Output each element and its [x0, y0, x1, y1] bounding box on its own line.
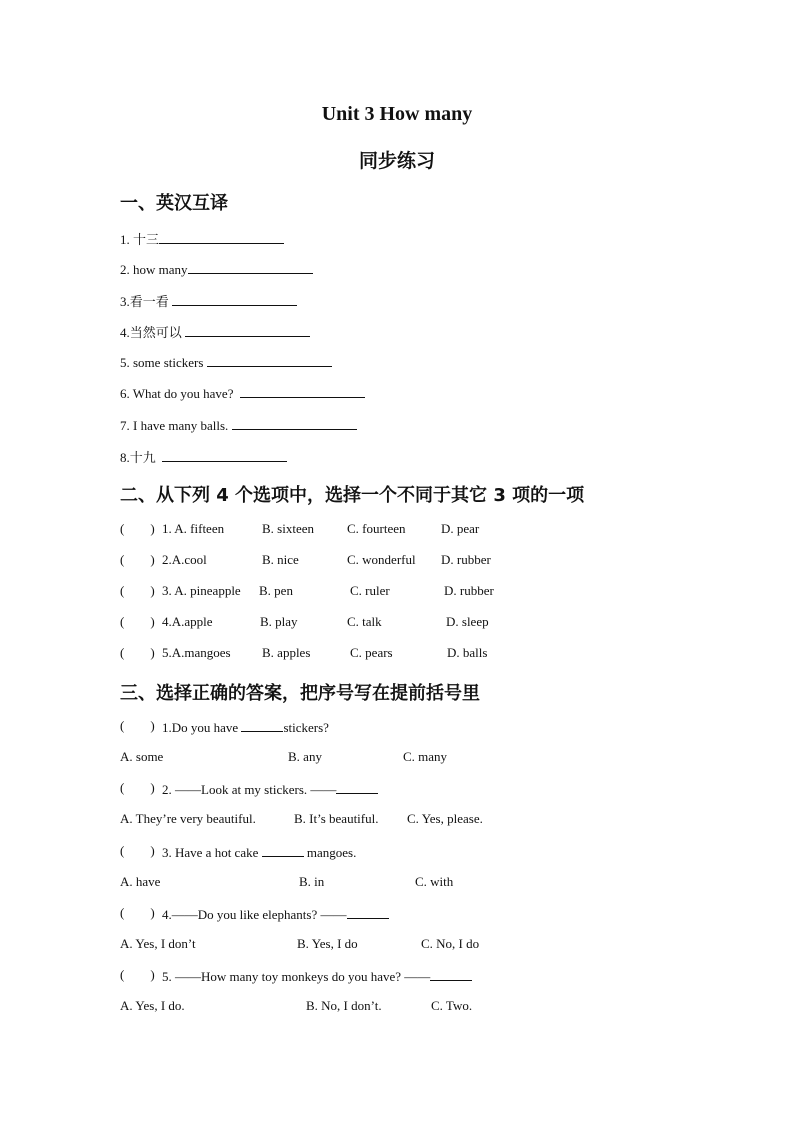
option-b: B. It’s beautiful.	[294, 811, 379, 826]
option-a: 3. A. pineapple	[162, 583, 241, 598]
answer-blank[interactable]	[162, 448, 287, 462]
question-text: 4.——Do you like elephants? ——	[162, 905, 389, 923]
translation-item: 4.当然可以	[120, 322, 310, 341]
answer-parens[interactable]: ( )	[120, 583, 155, 598]
option-c: C. No, I do	[421, 936, 480, 951]
option-b: B. apples	[262, 645, 311, 660]
option-b: B. Yes, I do	[297, 936, 358, 951]
option-b: B. sixteen	[262, 521, 314, 536]
option-b: B. pen	[259, 583, 293, 598]
translation-item: 1. 十三	[120, 229, 284, 248]
option-c: C. many	[403, 749, 448, 764]
page-title: Unit 3 How many	[321, 103, 473, 125]
option-c: C. fourteen	[347, 521, 406, 536]
option-b: B. nice	[262, 552, 299, 567]
option-c: C. Two.	[431, 998, 473, 1013]
option-d: D. pear	[441, 521, 480, 536]
answer-blank[interactable]	[185, 323, 310, 337]
translation-item: 5. some stickers	[120, 353, 332, 371]
translation-item: 6. What do you have?	[120, 384, 365, 402]
answer-blank[interactable]	[188, 260, 313, 274]
option-d: D. rubber	[441, 552, 491, 567]
translation-item: 8.十九	[120, 447, 287, 466]
answer-blank[interactable]	[241, 718, 283, 732]
option-d: D. sleep	[446, 614, 489, 629]
translation-item: 2. how many	[120, 260, 313, 278]
translation-item: 7. I have many balls.	[120, 416, 357, 434]
option-b: B. play	[260, 614, 298, 629]
page-subtitle: 同步练习	[358, 150, 435, 172]
option-c: C. Yes, please.	[407, 811, 483, 826]
question-text: 3. Have a hot cake mangoes.	[162, 845, 357, 860]
answer-parens[interactable]: ( )	[120, 645, 155, 660]
option-a: 1. A. fifteen	[162, 521, 225, 536]
answer-blank[interactable]	[262, 843, 304, 857]
option-a: A. Yes, I don’t	[120, 936, 196, 951]
option-a: 2.A.cool	[162, 552, 207, 567]
answer-blank[interactable]	[207, 353, 332, 367]
option-c: C. pears	[350, 645, 393, 660]
question-text: 1.Do you have stickers?	[162, 720, 329, 735]
answer-parens[interactable]: ( )	[120, 967, 155, 982]
answer-parens[interactable]: ( )	[120, 718, 155, 733]
option-a: 5.A.mangoes	[162, 645, 231, 660]
option-a: A. have	[120, 874, 161, 889]
option-a: A. Yes, I do.	[120, 998, 185, 1013]
option-a: A. some	[120, 749, 164, 764]
option-a: 4.A.apple	[162, 614, 213, 629]
option-b: B. No, I don’t.	[306, 998, 382, 1013]
answer-blank[interactable]	[172, 292, 297, 306]
answer-parens[interactable]: ( )	[120, 905, 155, 920]
answer-blank[interactable]	[336, 780, 378, 794]
answer-blank[interactable]	[240, 384, 365, 398]
section3-heading: 三、选择正确的答案，把序号写在提前括号里	[120, 683, 480, 704]
answer-blank[interactable]	[347, 905, 389, 919]
question-text: 2. ——Look at my stickers. ——	[162, 780, 378, 798]
answer-parens[interactable]: ( )	[120, 614, 155, 629]
option-d: D. balls	[447, 645, 488, 660]
option-a: A. They’re very beautiful.	[120, 811, 256, 826]
answer-blank[interactable]	[159, 230, 284, 244]
option-c: C. wonderful	[347, 552, 416, 567]
section2-heading: 二、从下列 4 个选项中，选择一个不同于其它 3 项的一项	[120, 485, 585, 506]
option-c: C. ruler	[350, 583, 390, 598]
section1-heading: 一、英汉互译	[120, 193, 228, 214]
option-d: D. rubber	[444, 583, 494, 598]
option-c: C. with	[415, 874, 454, 889]
answer-blank[interactable]	[430, 967, 472, 981]
answer-parens[interactable]: ( )	[120, 843, 155, 858]
translation-item: 3.看一看	[120, 291, 297, 310]
answer-parens[interactable]: ( )	[120, 552, 155, 567]
answer-parens[interactable]: ( )	[120, 780, 155, 795]
option-b: B. in	[299, 874, 325, 889]
option-c: C. talk	[347, 614, 382, 629]
answer-blank[interactable]	[232, 416, 357, 430]
answer-parens[interactable]: ( )	[120, 521, 155, 536]
question-text: 5. ——How many toy monkeys do you have? ——	[162, 967, 472, 985]
option-b: B. any	[288, 749, 322, 764]
